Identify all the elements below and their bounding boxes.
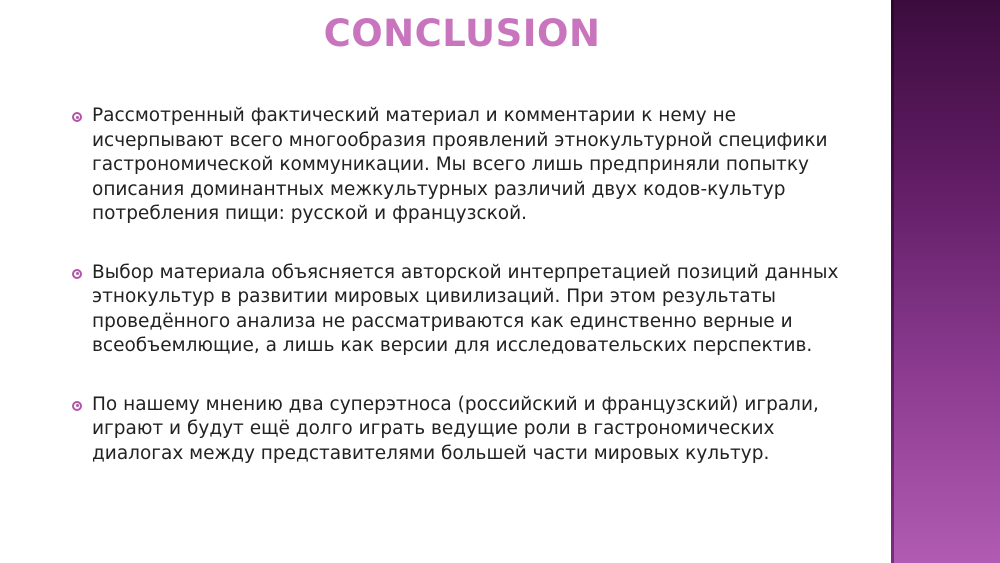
circle-bullet-icon <box>72 401 82 411</box>
decorative-side-band <box>891 0 1000 563</box>
bullet-text: По нашему мнению два суперэтноса (российский и французский) играли, играют и будут ещё долго играть ведущие роли в гастрономических диалогах между представителями большей части мировых культур. <box>92 393 819 464</box>
bullet-text: Рассмотренный фактический материал и комментарии к нему не исчерпывают всего многообразия проявлений этнокультурной специфики гастрономической коммуникации. Мы всего лишь предприняли попытку описания доминантных межкультурных различий двух кодов-культур потребления пищи: русской и французской. <box>92 105 828 224</box>
slide-title: CONCLUSION <box>323 12 601 55</box>
bullet-item <box>72 261 862 359</box>
bullet-text: Выбор материала объясняется авторской интерпретацией позиций данных этнокультур в развитии мировых цивилизаций. При этом результаты проведённого анализа не рассматриваются как единственно верные и всеобъемлющие, а лишь как версии для исследовательских перспектив. <box>92 261 839 356</box>
circle-bullet-icon <box>72 269 82 279</box>
bullet-list <box>72 104 862 466</box>
bullet-item <box>72 393 862 467</box>
circle-bullet-icon <box>72 112 82 122</box>
bullet-item <box>72 104 862 227</box>
side-band-edge <box>891 0 894 563</box>
